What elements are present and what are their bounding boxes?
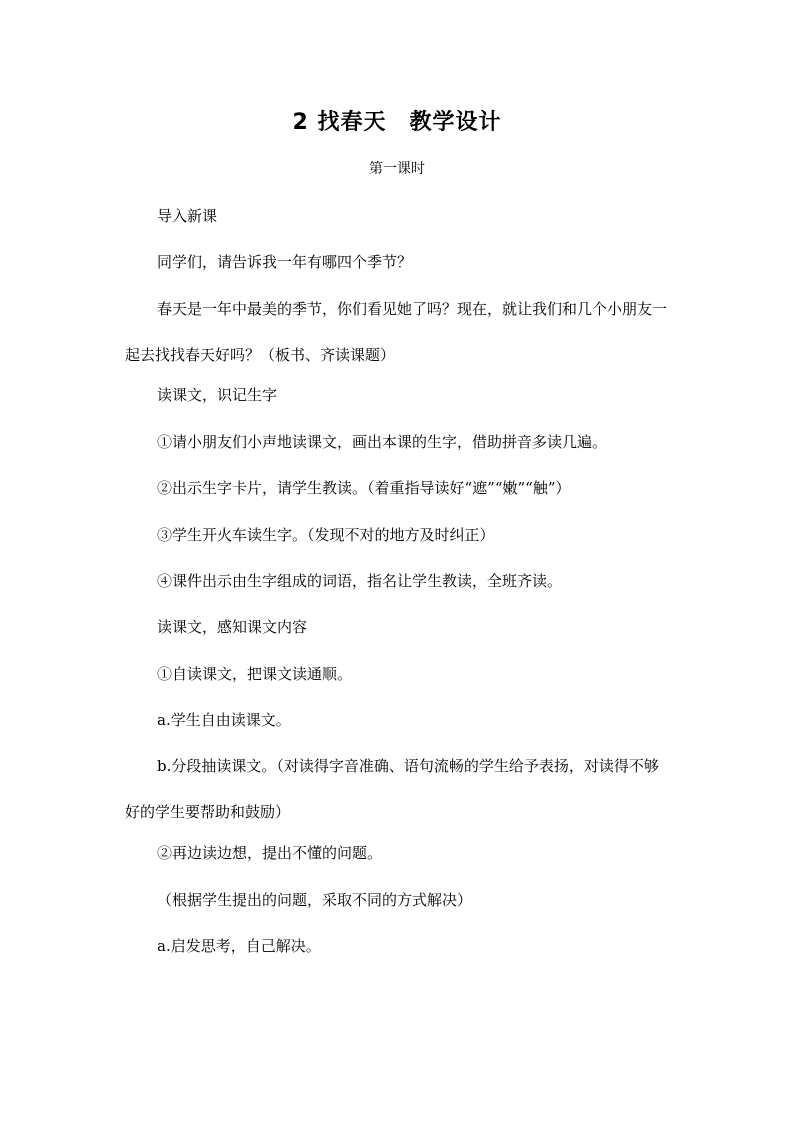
- paragraph: a.学生自由读课文。: [157, 711, 291, 729]
- paragraph: b.分段抽读课文。（对读得字音准确、语句流畅的学生给予表扬，对读得不够好的学生要帮助和鼓励）: [125, 757, 659, 821]
- paragraph: ②出示生字卡片，请学生教读。（着重指导读好“遮”“嫩”“触”）: [157, 479, 571, 497]
- paragraph: 读课文，感知课文内容: [157, 618, 308, 636]
- document-title: 2 找春天 教学设计: [292, 110, 502, 135]
- paragraph: 同学们，请告诉我一年有哪四个季节？: [157, 253, 413, 271]
- paragraph: 导入新课: [157, 207, 218, 225]
- paragraph: ②再边读边想，提出不懂的问题。: [157, 844, 383, 862]
- lesson-subtitle: 第一课时: [369, 161, 425, 177]
- paragraph: a.启发思考，自己解决。: [157, 937, 321, 955]
- paragraph: ③学生开火车读生字。（发现不对的地方及时纠正）: [157, 526, 495, 544]
- paragraph: ①请小朋友们小声地读课文，画出本课的生字，借助拼音多读几遍。: [157, 433, 608, 451]
- paragraph: ④课件出示由生字组成的词语，指名让学生教读，全班齐读。: [157, 572, 563, 590]
- paragraph: （根据学生提出的问题，采取不同的方式解决）: [157, 891, 473, 909]
- paragraph: 春天是一年中最美的季节，你们看见她了吗？现在，就让我们和几个小朋友一起去找找春天好吗？（板书、齐读课题）: [125, 300, 668, 364]
- paragraph: ①自读课文，把课文读通顺。: [157, 665, 353, 683]
- paragraph: 读课文，识记生字: [157, 386, 278, 404]
